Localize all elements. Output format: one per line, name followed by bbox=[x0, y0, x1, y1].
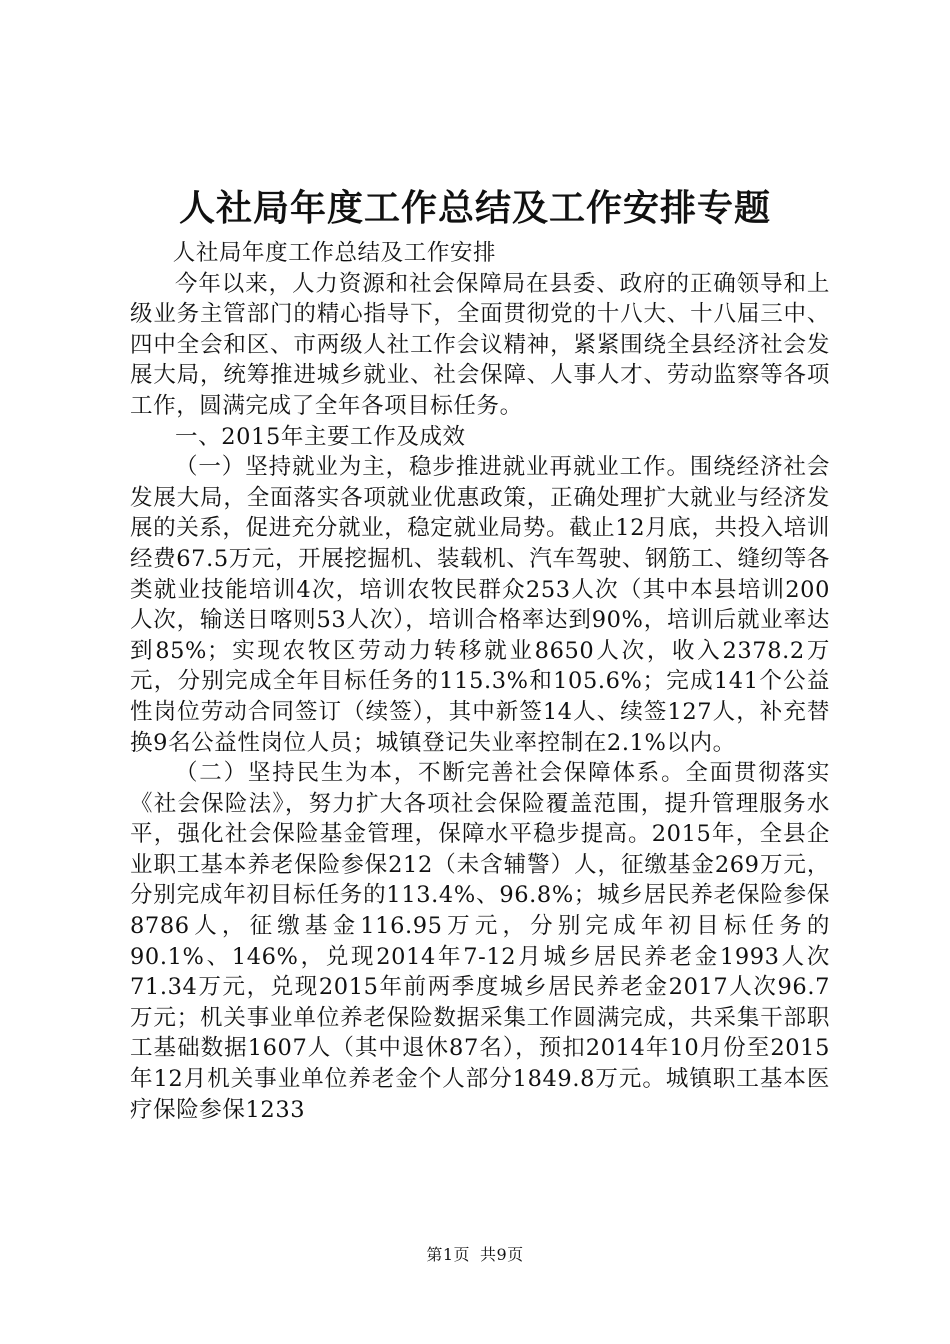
document-subtitle: 人社局年度工作总结及工作安排 bbox=[172, 240, 497, 266]
page-number: 第1页 bbox=[426, 1245, 470, 1264]
page-total: 共9页 bbox=[480, 1245, 524, 1264]
social-security-paragraph: （二）坚持民生为本，不断完善社会保障体系。全面贯彻落实《社会保险法》，努力扩大各项社会保险覆盖范围，提升管理服务水平，强化社会保险基金管理，保障水平稳步提高。2015年，全县企业职工基本养老保险参保212（未含辅警）人，征缴基金269万元，分别完成年初目标任务的113.4%、96.8%；城乡居民养老保险参保8786人，征缴基金116.95万元，分别完成年初目标任务的90.1%、146%，兑现2014年7-12月城乡居民养老金1993人次71.34万元，兑现2015年前两季度城乡居民养老金2017人次96.7万元；机关事业单位养老保险数据采集工作圆满完成，共采集干部职工基础数据1607人（其中退休87名），预扣2014年10月份至2015年12月机关事业单位养老金个人部分1849.8万元。城镇职工基本医疗保险参保1233 bbox=[130, 760, 830, 1123]
document-body bbox=[130, 238, 830, 1125]
employment-paragraph: （一）坚持就业为主，稳步推进就业再就业工作。围绕经济社会发展大局，全面落实各项就业优惠政策，正确处理扩大就业与经济发展的关系，促进充分就业，稳定就业局势。截止12月底，共投入培训经费67.5万元，开展挖掘机、装载机、汽车驾驶、钢筋工、缝纫等各类就业技能培训4次，培训农牧民群众253人次（其中本县培训200人次，输送日喀则53人次），培训合格率达到90%，培训后就业率达到85%；实现农牧区劳动力转移就业8650人次，收入2378.2万元，分别完成全年目标任务的115.3%和105.6%；完成141个公益性岗位劳动合同签订（续签），其中新签14人、续签127人，补充替换9名公益性岗位人员；城镇登记失业率控制在2.1%以内。 bbox=[130, 454, 830, 756]
intro-paragraph: 今年以来，人力资源和社会保障局在县委、政府的正确领导和上级业务主管部门的精心指导下，全面贯彻党的十八大、十八届三中、四中全会和区、市两级人社工作会议精神，紧紧围绕全县经济社会发展大局，统筹推进城乡就业、社会保障、人事人才、劳动监察等各项工作，圆满完成了全年各项目标任务。 bbox=[130, 270, 830, 419]
page-footer bbox=[0, 1244, 950, 1266]
section-heading: 一、2015年主要工作及成效 bbox=[175, 423, 466, 450]
document-title: 人社局年度工作总结及工作安排专题 bbox=[178, 187, 771, 229]
